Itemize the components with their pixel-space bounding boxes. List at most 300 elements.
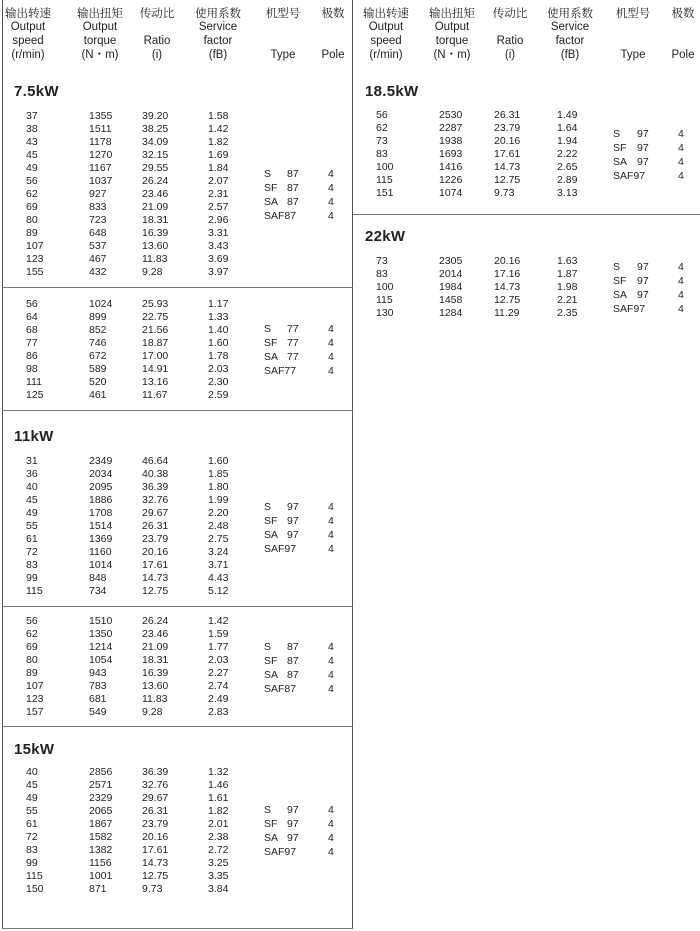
column-header-cn: 极数	[671, 6, 695, 20]
pole-count: 4	[328, 832, 334, 844]
table-row	[0, 281, 700, 294]
column-header-en	[315, 20, 351, 34]
model-type-size: 97	[637, 142, 649, 154]
output-speed-cell: 123	[26, 693, 44, 705]
service-factor-cell: 2.59	[208, 389, 229, 401]
ratio-cell: 18.31	[142, 214, 169, 226]
power-rating-heading: 7.5kW	[14, 83, 59, 100]
model-type-series: SA	[613, 156, 628, 168]
output-torque-cell: 927	[89, 188, 107, 200]
table-row	[0, 641, 700, 654]
output-torque-cell: 1001	[89, 870, 113, 882]
ratio-cell: 14.73	[142, 857, 169, 869]
table-row	[0, 615, 700, 628]
ratio-cell: 13.16	[142, 376, 169, 388]
pole-count: 4	[328, 846, 334, 858]
column-header-left-4	[258, 6, 308, 62]
model-type-series: SF	[264, 182, 278, 194]
output-torque-cell: 432	[89, 266, 107, 278]
output-torque-cell: 2329	[89, 792, 113, 804]
column-header-en: Pole	[671, 49, 695, 61]
table-row	[0, 870, 700, 883]
block-divider	[2, 410, 353, 411]
power-rating-heading: 15kW	[14, 741, 55, 758]
output-torque-cell: 1938	[439, 135, 463, 147]
output-speed-cell: 62	[26, 188, 38, 200]
pole-count: 4	[328, 683, 334, 695]
service-factor-cell: 1.42	[208, 123, 229, 135]
ratio-cell: 20.16	[142, 546, 169, 558]
table-row	[0, 883, 700, 896]
column-header-left-5	[315, 6, 351, 62]
service-factor-cell: 3.84	[208, 883, 229, 895]
output-torque-cell: 2856	[89, 766, 113, 778]
service-factor-cell: 3.25	[208, 857, 229, 869]
service-factor-cell: 3.69	[208, 253, 229, 265]
column-header-en	[134, 20, 180, 34]
ratio-cell: 12.75	[494, 174, 521, 186]
output-torque-cell: 1886	[89, 494, 113, 506]
service-factor-cell: 3.31	[208, 227, 229, 239]
column-header-en: Ratio	[143, 35, 171, 47]
ratio-cell: 17.61	[142, 559, 169, 571]
output-torque-cell: 1514	[89, 520, 113, 532]
model-type-series: S	[264, 323, 272, 335]
output-speed-cell: 115	[26, 870, 43, 882]
column-header-right-3	[540, 6, 600, 62]
column-header-en	[608, 34, 658, 48]
output-torque-cell: 549	[89, 706, 107, 718]
column-header-en: (r/min)	[11, 49, 45, 61]
service-factor-cell: 1.84	[208, 162, 229, 174]
output-speed-cell: 40	[26, 481, 38, 493]
model-type-size: 97	[287, 515, 299, 527]
pole-count: 4	[328, 818, 334, 830]
column-header-en: Output	[368, 21, 404, 33]
table-row	[0, 844, 700, 857]
service-factor-cell: 1.82	[208, 805, 229, 817]
output-torque-cell: 943	[89, 667, 107, 679]
service-factor-cell: 3.13	[557, 187, 578, 199]
service-factor-cell: 3.97	[208, 266, 229, 278]
output-speed-cell: 38	[26, 123, 38, 135]
column-header-en: (fB)	[208, 49, 228, 61]
column-header-left-0	[0, 6, 58, 62]
model-type-size: 97	[637, 289, 649, 301]
output-speed-cell: 36	[26, 468, 38, 480]
model-type-size: 77	[287, 323, 299, 335]
service-factor-cell: 1.42	[208, 615, 229, 627]
pole-count: 4	[328, 529, 334, 541]
output-speed-cell: 99	[26, 857, 38, 869]
ratio-cell: 18.31	[142, 654, 169, 666]
output-speed-cell: 86	[26, 350, 38, 362]
table-row	[0, 214, 700, 227]
output-speed-cell: 73	[376, 135, 388, 147]
pole-count: 4	[328, 515, 334, 527]
service-factor-cell: 1.98	[557, 281, 578, 293]
table-row	[0, 240, 700, 253]
table-row	[0, 533, 700, 546]
output-torque-cell: 589	[89, 363, 107, 375]
column-header-en: Output	[10, 21, 46, 33]
service-factor-cell: 2.75	[208, 533, 229, 545]
output-torque-cell: 783	[89, 680, 107, 692]
ratio-cell: 20.16	[142, 831, 169, 843]
output-speed-cell: 69	[26, 641, 38, 653]
service-factor-cell: 2.03	[208, 363, 229, 375]
model-type-series: SF	[264, 655, 278, 667]
table-row	[0, 667, 700, 680]
output-torque-cell: 746	[89, 337, 107, 349]
output-speed-cell: 43	[26, 136, 38, 148]
pole-count: 4	[328, 168, 334, 180]
service-factor-cell: 1.77	[208, 641, 229, 653]
ratio-cell: 20.16	[494, 255, 521, 267]
column-header-en: Output	[434, 21, 470, 33]
output-speed-cell: 125	[26, 389, 44, 401]
output-torque-cell: 681	[89, 693, 107, 705]
pole-count: 4	[678, 275, 684, 287]
pole-count: 4	[328, 804, 334, 816]
output-speed-cell: 73	[376, 255, 388, 267]
output-torque-cell: 848	[89, 572, 107, 584]
table-row	[0, 546, 700, 559]
ratio-cell: 34.09	[142, 136, 169, 148]
service-factor-cell: 3.35	[208, 870, 229, 882]
service-factor-cell: 4.43	[208, 572, 229, 584]
model-type-size: 87	[287, 655, 299, 667]
table-row	[0, 572, 700, 585]
service-factor-cell: 3.43	[208, 240, 229, 252]
table-row	[0, 818, 700, 831]
ratio-cell: 25.93	[142, 298, 169, 310]
model-type-series: S	[264, 501, 272, 513]
block-divider	[2, 606, 353, 607]
column-header-en	[315, 34, 351, 48]
service-factor-cell: 1.94	[557, 135, 578, 147]
model-type-size: 97	[287, 501, 299, 513]
output-speed-cell: 49	[26, 507, 38, 519]
model-type-series: SAF87	[264, 210, 297, 222]
ratio-cell: 9.28	[142, 706, 163, 718]
output-torque-cell: 1693	[439, 148, 463, 160]
model-type-size: 97	[287, 804, 299, 816]
model-type-size: 97	[637, 128, 649, 140]
output-speed-cell: 83	[376, 268, 388, 280]
ratio-cell: 46.64	[142, 455, 169, 467]
ratio-cell: 16.39	[142, 227, 169, 239]
ratio-cell: 26.24	[142, 175, 169, 187]
output-speed-cell: 45	[26, 779, 38, 791]
pole-count: 4	[678, 128, 684, 140]
service-factor-cell: 1.82	[208, 136, 229, 148]
output-speed-cell: 40	[26, 766, 38, 778]
output-speed-cell: 77	[26, 337, 38, 349]
column-header-cn: 机型号	[615, 6, 651, 20]
pole-count: 4	[328, 501, 334, 513]
output-torque-cell: 1156	[89, 857, 112, 869]
column-header-en: (N・m)	[433, 49, 471, 61]
column-header-cn: 传动比	[139, 6, 175, 20]
column-header-right-4	[608, 6, 658, 62]
output-torque-cell: 1355	[89, 110, 113, 122]
column-header-left-3	[188, 6, 248, 62]
output-speed-cell: 115	[376, 174, 393, 186]
table-row	[0, 350, 700, 363]
service-factor-cell: 1.32	[208, 766, 229, 778]
ratio-cell: 39.20	[142, 110, 169, 122]
column-header-en: Pole	[321, 49, 345, 61]
output-torque-cell: 1458	[439, 294, 463, 306]
model-type-series: SA	[264, 529, 279, 541]
ratio-cell: 23.46	[142, 188, 169, 200]
model-type-series: SAF97	[613, 170, 646, 182]
output-speed-cell: 100	[376, 281, 394, 293]
output-speed-cell: 123	[26, 253, 44, 265]
output-torque-cell: 467	[89, 253, 107, 265]
ratio-cell: 12.75	[142, 870, 169, 882]
output-speed-cell: 155	[26, 266, 44, 278]
output-torque-cell: 1510	[89, 615, 113, 627]
column-header-right-2	[487, 6, 533, 62]
output-speed-cell: 56	[26, 615, 38, 627]
output-torque-cell: 1014	[89, 559, 113, 571]
output-torque-cell: 1160	[89, 546, 112, 558]
table-row	[0, 174, 700, 187]
pole-count: 4	[328, 337, 334, 349]
ratio-cell: 14.91	[142, 363, 169, 375]
output-speed-cell: 55	[26, 520, 38, 532]
ratio-cell: 32.76	[142, 779, 169, 791]
output-torque-cell: 1350	[89, 628, 113, 640]
service-factor-cell: 2.31	[208, 188, 229, 200]
model-type-series: SA	[613, 289, 628, 301]
service-factor-cell: 2.83	[208, 706, 229, 718]
output-speed-cell: 45	[26, 149, 38, 161]
table-row	[0, 779, 700, 792]
column-header-en: speed	[12, 35, 44, 47]
column-header-cn: 极数	[321, 6, 345, 20]
output-torque-cell: 1054	[89, 654, 113, 666]
column-header-en: Ratio	[496, 35, 524, 47]
column-header-en: Output	[82, 21, 118, 33]
ratio-cell: 9.73	[142, 883, 163, 895]
model-type-size: 77	[287, 337, 299, 349]
table-row	[0, 766, 700, 779]
service-factor-cell: 2.48	[208, 520, 229, 532]
table-row	[0, 481, 700, 494]
model-type-size: 87	[287, 669, 299, 681]
table-row	[0, 805, 700, 818]
service-factor-cell: 2.57	[208, 201, 229, 213]
output-speed-cell: 107	[26, 240, 44, 252]
output-speed-cell: 150	[26, 883, 44, 895]
service-factor-cell: 1.99	[208, 494, 229, 506]
table-row	[0, 520, 700, 533]
column-header-right-1	[421, 6, 483, 62]
table-row	[0, 654, 700, 667]
pole-count: 4	[328, 543, 334, 555]
table-row	[0, 187, 700, 200]
output-speed-cell: 64	[26, 311, 38, 323]
output-speed-cell: 80	[26, 214, 38, 226]
output-speed-cell: 62	[26, 628, 38, 640]
model-type-size: 87	[287, 182, 299, 194]
column-header-en: Type	[270, 49, 296, 61]
column-header-en: (i)	[151, 49, 163, 61]
model-type-series: SAF97	[613, 303, 646, 315]
ratio-cell: 11.83	[142, 693, 168, 705]
output-speed-cell: 69	[26, 201, 38, 213]
output-torque-cell: 1270	[89, 149, 113, 161]
ratio-cell: 23.46	[142, 628, 169, 640]
output-speed-cell: 107	[26, 680, 44, 692]
pole-count: 4	[678, 303, 684, 315]
column-header-en: (fB)	[560, 49, 580, 61]
table-row	[0, 693, 700, 706]
output-torque-cell: 1984	[439, 281, 463, 293]
model-type-series: SAF97	[264, 846, 297, 858]
ratio-cell: 26.24	[142, 615, 169, 627]
service-factor-cell: 1.60	[208, 337, 229, 349]
pole-count: 4	[678, 142, 684, 154]
column-header-right-5	[665, 6, 700, 62]
service-factor-cell: 2.20	[208, 507, 229, 519]
output-torque-cell: 2349	[89, 455, 113, 467]
table-row	[0, 792, 700, 805]
service-factor-cell: 1.85	[208, 468, 229, 480]
ratio-cell: 11.67	[142, 389, 168, 401]
model-type-size: 97	[287, 818, 299, 830]
output-torque-cell: 2571	[89, 779, 113, 791]
column-header-en	[258, 34, 308, 48]
ratio-cell: 36.39	[142, 481, 169, 493]
output-torque-cell: 1226	[439, 174, 463, 186]
output-torque-cell: 1511	[89, 123, 112, 135]
column-header-left-2	[134, 6, 180, 62]
table-row	[0, 324, 700, 337]
service-factor-cell: 1.87	[557, 268, 578, 280]
table-row	[0, 628, 700, 641]
model-type-size: 97	[287, 529, 299, 541]
ratio-cell: 26.31	[494, 109, 521, 121]
table-row	[0, 857, 700, 870]
output-speed-cell: 72	[26, 546, 38, 558]
power-rating-heading: 22kW	[365, 228, 406, 245]
model-type-size: 87	[287, 196, 299, 208]
column-header-en: torque	[83, 35, 117, 47]
service-factor-cell: 2.38	[208, 831, 229, 843]
column-header-en: Type	[620, 49, 646, 61]
table-row	[0, 201, 700, 214]
pole-count: 4	[328, 351, 334, 363]
table-row	[0, 109, 700, 122]
service-factor-cell: 1.46	[208, 779, 229, 791]
ratio-cell: 11.29	[494, 307, 520, 319]
table-row	[0, 135, 700, 148]
service-factor-cell: 1.58	[208, 110, 229, 122]
table-row	[0, 455, 700, 468]
output-torque-cell: 1167	[89, 162, 112, 174]
model-type-series: SA	[264, 351, 279, 363]
column-header-en: Service	[198, 21, 238, 33]
output-speed-cell: 56	[26, 298, 38, 310]
model-type-series: SF	[613, 275, 627, 287]
output-speed-cell: 111	[26, 376, 42, 388]
model-type-series: SA	[264, 196, 279, 208]
ratio-cell: 23.79	[142, 818, 169, 830]
table-row	[0, 122, 700, 135]
ratio-cell: 12.75	[142, 585, 169, 597]
column-header-en: torque	[435, 35, 469, 47]
ratio-cell: 9.28	[142, 266, 163, 278]
model-type-series: SAF87	[264, 683, 297, 695]
model-type-series: SA	[264, 669, 279, 681]
ratio-cell: 14.73	[142, 572, 169, 584]
model-type-series: SF	[264, 818, 278, 830]
ratio-cell: 14.73	[494, 161, 521, 173]
ratio-cell: 32.15	[142, 149, 169, 161]
model-type-series: SAF97	[264, 543, 297, 555]
output-torque-cell: 1382	[89, 844, 113, 856]
pole-count: 4	[328, 182, 334, 194]
output-torque-cell: 1582	[89, 831, 113, 843]
model-type-size: 97	[637, 275, 649, 287]
service-factor-cell: 2.01	[208, 818, 229, 830]
pole-count: 4	[678, 261, 684, 273]
ratio-cell: 20.16	[494, 135, 521, 147]
table-row	[0, 494, 700, 507]
output-speed-cell: 89	[26, 227, 38, 239]
model-type-series: S	[264, 641, 272, 653]
output-speed-cell: 100	[376, 161, 394, 173]
model-type-series: S	[264, 168, 272, 180]
service-factor-cell: 1.78	[208, 350, 229, 362]
ratio-cell: 26.31	[142, 805, 169, 817]
output-torque-cell: 1214	[89, 641, 113, 653]
pole-count: 4	[328, 669, 334, 681]
service-factor-cell: 1.80	[208, 481, 229, 493]
pole-count: 4	[328, 196, 334, 208]
power-rating-heading: 18.5kW	[365, 83, 419, 100]
pole-count: 4	[328, 641, 334, 653]
model-type-size: 97	[287, 832, 299, 844]
output-speed-cell: 80	[26, 654, 38, 666]
output-speed-cell: 31	[26, 455, 38, 467]
column-header-cn: 传动比	[492, 6, 528, 20]
output-speed-cell: 157	[26, 706, 44, 718]
model-type-series: SA	[264, 832, 279, 844]
ratio-cell: 32.76	[142, 494, 169, 506]
output-speed-cell: 37	[26, 110, 38, 122]
output-torque-cell: 1074	[439, 187, 463, 199]
output-speed-cell: 61	[26, 818, 38, 830]
output-torque-cell: 723	[89, 214, 107, 226]
table-row	[0, 507, 700, 520]
column-header-en: factor	[203, 35, 233, 47]
table-row	[0, 148, 700, 161]
table-row	[0, 468, 700, 481]
ratio-cell: 38.25	[142, 123, 169, 135]
output-torque-cell: 2014	[439, 268, 463, 280]
model-type-size: 97	[637, 156, 649, 168]
service-factor-cell: 2.22	[557, 148, 578, 160]
service-factor-cell: 3.24	[208, 546, 229, 558]
column-header-cn: 输出转速	[363, 6, 409, 20]
service-factor-cell: 2.27	[208, 667, 229, 679]
service-factor-cell: 1.61	[208, 792, 229, 804]
